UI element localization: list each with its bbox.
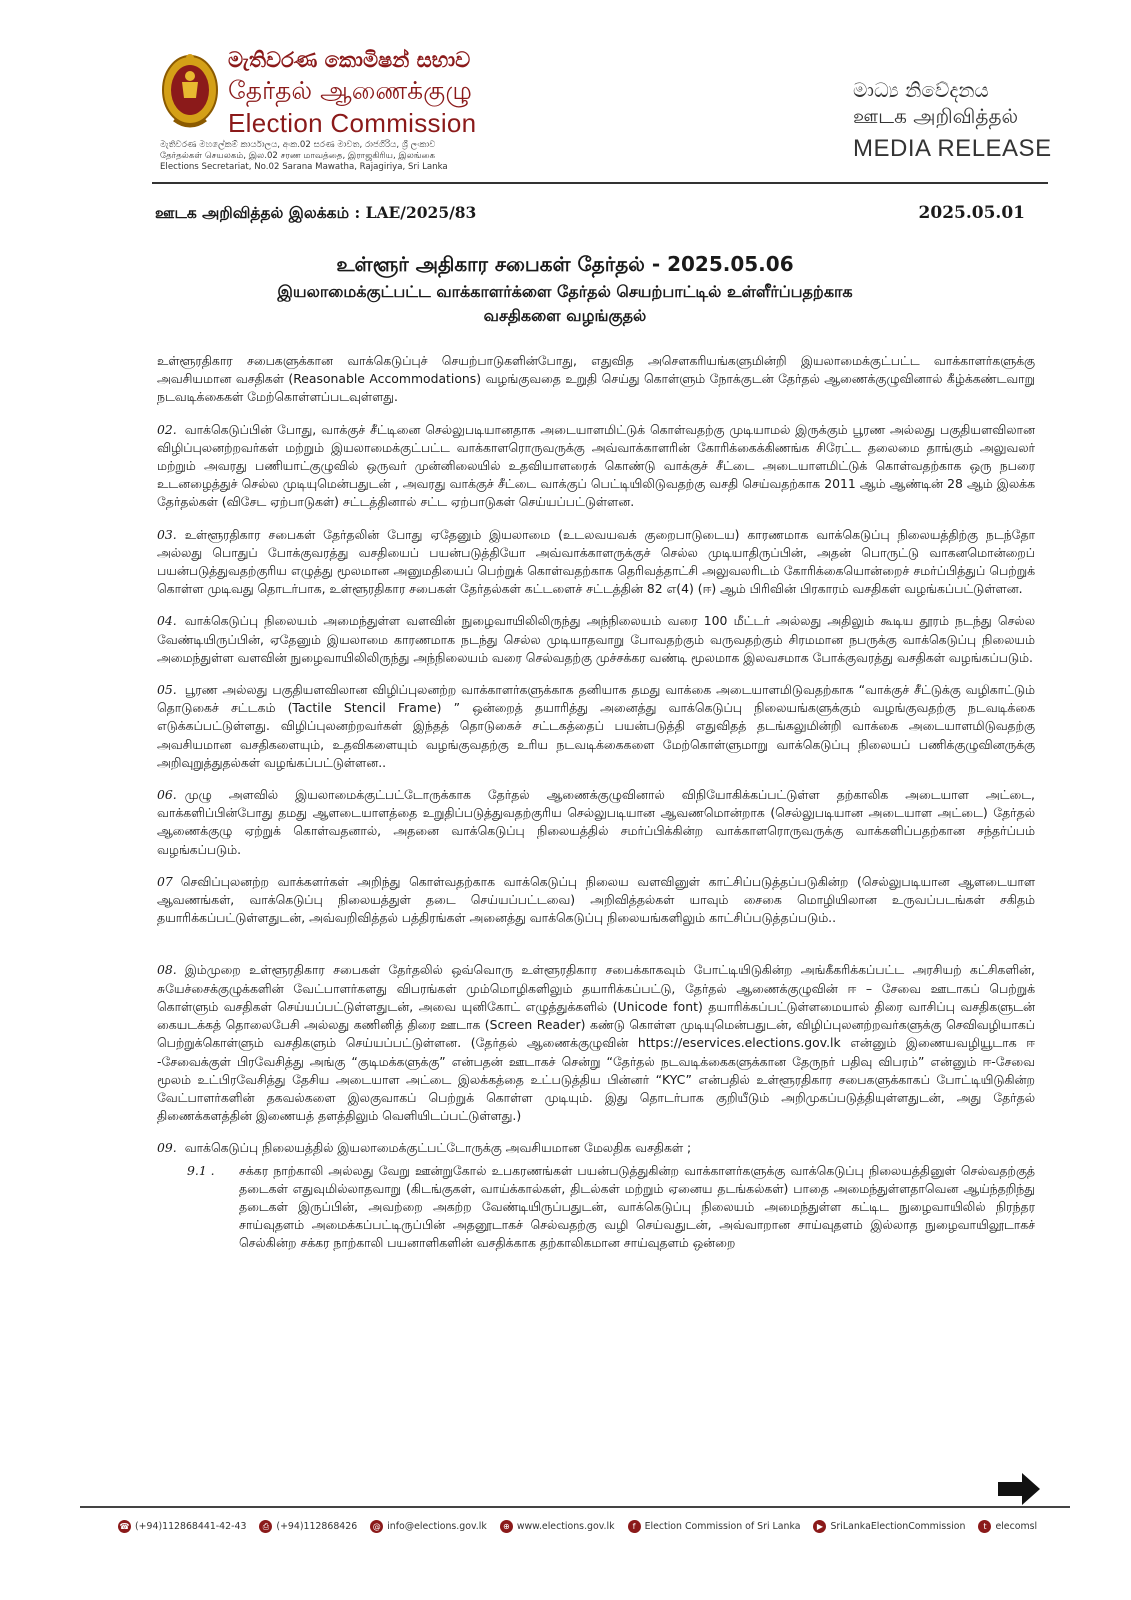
globe-icon: ⊕: [500, 1520, 513, 1533]
media-label-tamil: ஊடக அறிவித்தல்: [853, 104, 1019, 128]
paragraph-08: 08. இம்முறை உள்ளூரதிகார சபைகள் தேர்தலில் ஒவ்வொரு உள்ளூரதிகார சபைக்காகவும் போட்டியிடுகின்ற அங்கீகரிக்கப்பட்ட அரசியற் கட்சிகளின், சுயேச்சைக்குழுக்களின் வேட்பாளர்களது விபரங்கள் மும்மொழிகளிலும் தயாரிக்கப்பட்டு, தேர்தல் ஆணைக்குழுவின் ஈ – சேவை ஊடாகப் பெற்றுக் கொள்ளும் வசதிகள் செய்யப்பட்டுள்ளதுடன், அவை யுனிகோட் எழுத்துக்களில் (Unicode font) தயாரிக்கப்பட்டுள்ளமையால் திரை வாசிப்பு வசதிகளுடன் கையடக்கத் தொலைபேசி அல்லது கணினித் திரை ஊடாக (Screen Reader) கண்டு கொள்ள முடியுமென்பதுடன், விழிப்புலனற்றவர்களுக்கு செவிவழியாகப் பெற்றுக்கொள்ளும் வசதிகளும் செய்யப்பட்டுள்ளன. (தேர்தல் ஆணைக்குழுவின் https://eservices.elections.gov.lk என்னும் இணையவழியூடாக ஈ -சேவைக்குள் பிரவேசித்து அங்கு “குடிமக்களுக்கு” என்பதன் ஊடாகச் சென்று “தேர்தல் நடவடிக்கைகளுக்கான தேருநர் பதிவு விபரம்” என்னும் ஈ-சேவை மூலம் உட்பிரவேசித்து தேசிய அடையாள அட்டை இலக்கத்தை உட்படுத்திய பின்னர் “KYC” என்பதில் உள்ளூரதிகார சபைகளுக்காகப் போட்டியிடுகின்ற வேட்பாளர்களின் தகவல்களை இலகுவாகப் பெற்றுக் கொள்ள முடியும். இது தொடர்பாக குறியீடும் அறிமுகப்படுத்தியுள்ளதுடன், அது தேர்தல் திணைக்களத்தின் இணையத் தளத்திலும் வெளியிடப்பட்டுள்ளது.): [157, 962, 1035, 1124]
subitem-text: சக்கர நாற்காலி அல்லது வேறு ஊன்றுகோல் உபகரணங்கள் பயன்படுத்துகின்ற வாக்காளர்களுக்கு வாக்கெடுப்பு நிலையத்தினுள் செல்வதற்குத் தடைகள் எதுவுமில்லாதவாறு (கிடங்குகள், வாய்க்கால்கள், திடல்கள் மற்றும் ஏனைய தடங்கல்கள்) பாதை அமைந்துள்ளதாவென ஆய்ந்தறிந்து தடைகள் இருப்பின், அவற்றை அகற்ற வேண்டியிருப்பதுடன், வாக்கெடுப்பு நிலையம் அமைந்துள்ள கட்டிட நுழைவாயிலில் நிரந்தர சாய்வுதளம் அமைக்கப்பட்டிருப்பின் அதனூடாகச் செல்வதற்கு வழி செய்வதுடன், அவ்வாறான சாய்வுதளம் இல்லாத நுழைவாயிலூடாகச் செல்கின்ற சக்கர நாற்காலி பயனாளிகளின் வசதிக்காக தற்காலிகமான சாய்வுதளம் ஒன்றை: [239, 1162, 1035, 1251]
paragraph-06: 06. முழு அளவில் இயலாமைக்குட்பட்டோருக்காக தேர்தல் ஆணைக்குழுவினால் விநியோகிக்கப்பட்டுள்ள தற்காலிக அடையாள அட்டை, வாக்களிப்பின்போது தமது ஆளடையாளத்தை உறுதிப்படுத்துவதற்குரிய செல்லுபடியான ஆவணமொன்றாக (செல்லுபடியான அடையாள அட்டை) தேர்தல் ஆணைக்குழு ஏற்றுக் கொள்வதனால், அதனை வாக்கெடுப்பு நிலையத்தில் சமர்ப்பிக்கின்ற வாக்காளரொருவருக்கு வாக்களிப்பதற்கான சந்தர்ப்பம் வழங்கப்படும்.: [157, 787, 1035, 857]
phone-icon: ☎: [119, 1522, 130, 1531]
paragraph-04: 04. வாக்கெடுப்பு நிலையம் அமைந்துள்ள வளவின் நுழைவாயிலிலிருந்து அந்நிலையம் வரை 100 மீட்டர் அல்லது அதிலும் கூடிய தூரம் நடந்து செல்ல வேண்டியிருப்பின், ஏதேனும் இயலாமை காரணமாக நடந்து செல்ல முடியாதவாறு போவதற்கும் வருவதற்கும் சிரமமான நபருக்கு வாக்கெடுப்பு நிலையம் அமைந்துள்ள வளவின் நுழைவாயிலிலிருந்து அந்நிலையம் வரை செல்வதற்கு முச்சக்கர வண்டி மூலமாக இலவசமாக போக்குவரத்து வசதிகள் வழங்கப்படும்.: [157, 613, 1036, 665]
page-title: உள்ளூர் அதிகார சபைகள் தேர்தல் - 2025.05.06: [336, 252, 794, 276]
address-sinhala: මැතිවරණ මහලේකම් කාර්යාලය, අංක.02 සරණ මාවත, රාජගිරිය, ශ්‍රී ලංකාව: [160, 140, 436, 150]
paragraph-07: 07 செவிப்புலனற்ற வாக்களர்கள் அறிந்து கொள்வதற்காக வாக்கெடுப்பு நிலைய வளவினுள் காட்சிப்படுத்தப்படுகின்ற (செல்லுபடியான ஆளடையாள ஆவணங்கள், வாக்கெடுப்பு நிலையத்துள் தடை செய்யப்பட்டவை) அறிவித்தல்கள் யாவும் சைகை மொழியிலான உருவப்படங்கள் சகிதம் தயாரிக்கப்பட்டுள்ளதுடன், அவ்வறிவித்தல் பத்திரங்கள் அனைத்து வாக்கெடுப்பு நிலையங்களிலும் காட்சிப்படுத்தப்படும்..: [157, 873, 1035, 926]
sri-lanka-emblem-icon: [160, 50, 220, 134]
footer-twitter[interactable]: t elecomsl: [978, 1520, 1037, 1533]
paragraph-02: 02. வாக்கெடுப்பின் போது, வாக்குச் சீட்டினை செல்லுபடியானதாக அடையாளமிட்டுக் கொள்வதற்கு முடியாமல் இருக்கும் பூரண அல்லது பகுதியளவிலான விழிப்புலனற்றவர்கள் மற்றும் இயலாமைக்குட்பட்ட வாக்காளரொருவருக்கு அவ்வாக்காளரின் கோரிக்கைக்கிணங்க சிரேட்ட தலைமை தாங்கும் அலுவலர் மற்றும் அவரது பணியாட்குழுவில் ஒருவர் முன்னிலையில் உதவியாளரைக் கொண்டு வாக்குச் சீட்டை அடையாளமிட்டுக் கொள்வதற்காக ஒரு நபரை உடனழைத்துச் செல்ல முடியுமென்பதுடன் , அவரது வாக்குச் சீட்டை வாக்குப் பெட்டியிலிடுவதற்கு வசதி செய்வதற்காக 2011 ஆம் ஆண்டின் 28 ஆம் இலக்க தேர்தல்கள் (விசேட ஏற்பாடுகள்) சட்டத்தினால் சட்ட ஏற்பாடுகள் செய்யப்பட்டுள்ளன.: [157, 421, 1035, 510]
email-icon: @: [370, 1520, 383, 1533]
subtitle-line-1: இயலாமைக்குட்பட்ட வாக்காளர்க்ளை தேர்தல் செயற்பாட்டில் உள்ளீர்ப்பதற்காக: [277, 282, 853, 301]
youtube-icon: ▶: [813, 1520, 826, 1533]
footer-phone: ☎ (+94)112868441-42-43: [119, 1521, 247, 1532]
address-tamil: தேர்தல்கள் செயலகம், இல.02 சரண மாவத்தை, இராஜகிரிய, இலங்கை: [160, 151, 436, 161]
footer-facebook[interactable]: f Election Commission of Sri Lanka: [628, 1520, 801, 1533]
reference-number: ஊடக அறிவித்தல் இலக்கம் : LAE/2025/83: [155, 203, 477, 222]
footer-website[interactable]: ⊕ www.elections.gov.lk: [500, 1520, 615, 1533]
paragraph-05: 05. பூரண அல்லது பகுதியளவிலான விழிப்புலனற்ற வாக்காளர்களுக்காக தனியாக தமது வாக்கை அடையாளமிடுவதற்காக “வாக்குச் சீட்டுக்கு வழிகாட்டும் தொடுகைச் சட்டகம் (Tactile Stencil Frame) ” ஒன்றைத் தயாரித்து அனைத்து வாக்கெடுப்பு நிலையங்களுக்கும் வழங்குவதற்கு நடவடிக்கை எடுக்கப்பட்டுள்ளது. விழிப்புலனற்றவர்கள் இந்தத் தொடுகைச் சட்டகத்தைப் பயன்படுத்தி எதுவிதத் தடங்கலுமின்றி வாக்கை அடையாளமிடுவதற்கு அவசியமான வசதிகளையும், உதவிகளையும் வழங்குவதற்கு உரிய நடவடிக்கைகளை மேற்கொள்ளுமாறு வாக்கெடுப்பு நிலையப் பணிக்குழுவினருக்கு அறிவுறுத்துதல்கள் வழங்கப்பட்டுள்ளன..: [157, 682, 1035, 770]
org-name-tamil: தேர்தல் ஆணைக்குழு: [228, 76, 472, 105]
footer-fax: ⎙ (+94)112868426: [259, 1520, 357, 1533]
next-page-arrow-icon: [996, 1471, 1042, 1507]
footer-contacts: [118, 1520, 1078, 1533]
paragraph-03: 03. உள்ளூரதிகார சபைகள் தேர்தலின் போது ஏதேனும் இயலாமை (உடலவயவக் குறைபாடுடைய) காரணமாக வாக்கெடுப்பு நிலையத்திற்கு நடந்தோ அல்லது பொதுப் போக்குவரத்து வசதியைப் பயன்படுத்தியோ அவ்வாக்காளருக்குச் செல்ல முடியாதிருப்பின், அதன் பொருட்டு வாகனமொன்றைப் பயன்படுத்துவதற்குரிய எழுத்து மூலமான அனுமதியைப் பெற்றுக் கொள்வதற்காக தெரிவத்தாட்சி அலுவலரிடம் கோரிக்கையொன்றைச் சமர்ப்பித்துப் பெற்றுக் கொள்ள முடிவது தொடர்பாக, உள்ளூரதிகார சபைகள் தேர்தல்கள் கட்டளைச் சட்டத்தின் 82 எ(4) (ஈ) ஆம் பிரிவின் பிரகாரம் வசதிகள் வழங்கப்பட்டுள்ளன.: [157, 526, 1035, 597]
paragraph-09: 09. வாக்கெடுப்பு நிலையத்தில் இயலாமைக்குட்பட்டோருக்கு அவசியமான மேலதிக வசதிகள் ;: [157, 1140, 692, 1156]
subitem-9-1: [157, 1162, 1035, 1253]
facebook-icon: f: [628, 1520, 641, 1533]
header-divider: [152, 182, 1048, 184]
reference-line: [155, 203, 1025, 224]
org-name-english: Election Commission: [228, 108, 477, 138]
document-body: [157, 352, 1035, 1253]
subitem-number: 9.1 .: [187, 1162, 215, 1178]
footer-youtube[interactable]: ▶ SriLankaElectionCommission: [813, 1520, 965, 1533]
org-name-sinhala: මැතිවරණ කොමිෂන් සභාව: [228, 48, 471, 72]
address-english: Elections Secretariat, No.02 Sarana Mawatha, Rajagiriya, Sri Lanka: [160, 162, 448, 172]
media-label-sinhala: මාධ්‍ය නිවේදනය: [853, 78, 989, 102]
media-release-label: [853, 78, 1052, 163]
subtitle-line-2: வசதிகளை வழங்குதல்: [483, 306, 647, 325]
fax-icon: ⎙: [259, 1520, 272, 1533]
paragraph-intro: உள்ளூரதிகார சபைகளுக்கான வாக்கெடுப்புச் செயற்பாடுகளின்போது, எதுவித அசௌகரியங்களுமின்றி இயலாமைக்குட்பட்ட வாக்காளர்களுக்கு அவசியமான வசதிகள் (Reasonable Accommodations) வழங்குவதை உறுதி செய்து கொள்ளும் நோக்குடன் தேர்தல் ஆணைக்குழுவினால் கீழ்க்கண்டவாறு நடவடிக்கைகள் மேற்கொள்ளப்படவுள்ளது.: [157, 353, 1035, 405]
footer-divider: [80, 1506, 1070, 1508]
media-label-english: MEDIA RELEASE: [853, 135, 1052, 162]
twitter-icon: t: [978, 1520, 991, 1533]
letterhead-logo-block: [160, 48, 495, 172]
footer-email[interactable]: @ info@elections.gov.lk: [370, 1520, 487, 1533]
release-date: 2025.05.01: [918, 203, 1025, 223]
address-block: [160, 140, 495, 173]
